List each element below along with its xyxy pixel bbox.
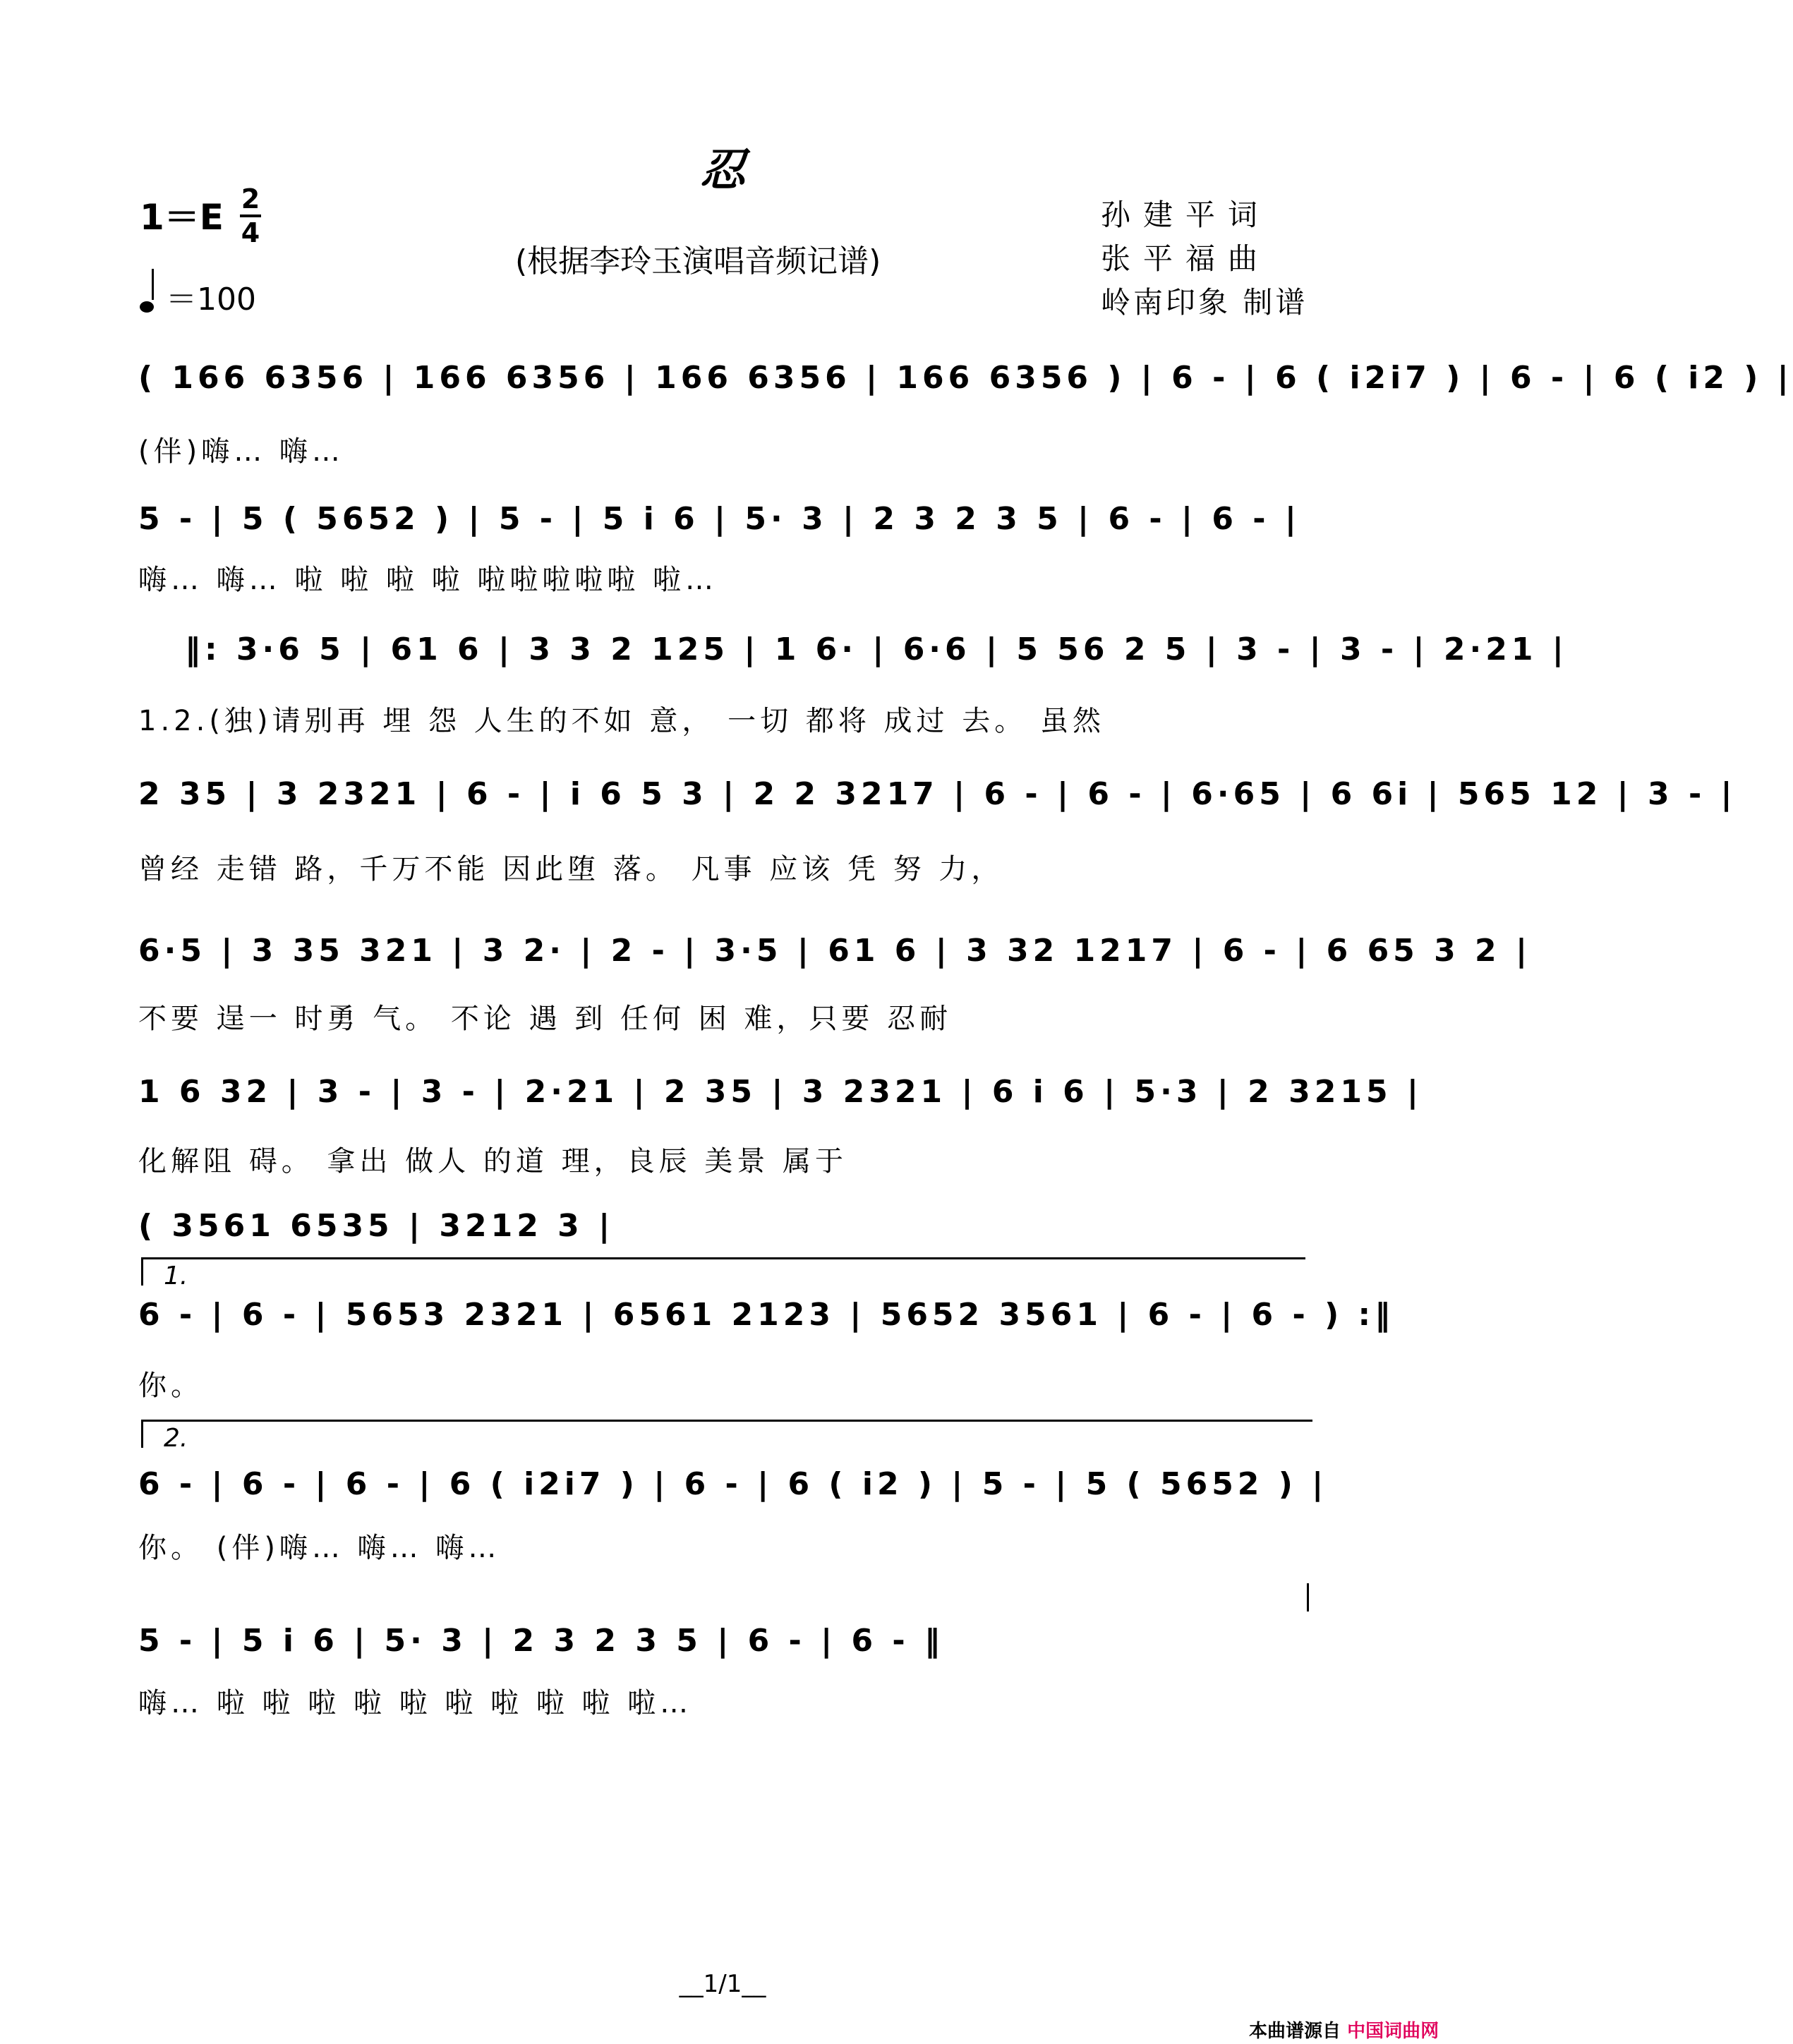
first-ending-label: 1. [164, 1262, 188, 1290]
tempo-marking [140, 274, 256, 319]
key-signature: 1＝E [140, 197, 224, 238]
time-numerator: 2 [241, 183, 260, 214]
system-2-notes: 5 - | 5 ( 5652 ) | 5 - | 5 i 6 | 5· 3 | 2 3 2 3 5 | 6 - | 6 - | [138, 501, 1300, 537]
subtitle: (根据李玲玉演唱音频记谱) [515, 243, 881, 279]
system-3-lyrics: 1.2.(独)请别再 埋 怨 人生的不如 意， 一切 都将 成过 去。 虽然 [138, 705, 1105, 737]
system-3-notes: ‖: 3·6 5 | 61 6 | 3 3 2 125 | 1 6· | 6·6 | 5 56 2 5 | 3 - | 3 - | 2·21 | [185, 631, 1568, 667]
system-9-lyrics: 你。 (伴)嗨… 嗨… 嗨… [138, 1532, 501, 1564]
system-10-lyrics: 嗨… 啦 啦 啦 啦 啦 啦 啦 啦 啦 啦… [138, 1687, 693, 1719]
source-credit [1249, 2016, 1439, 2043]
note-stem [152, 269, 154, 300]
system-1-lyrics: (伴)嗨… 嗨… [138, 435, 344, 468]
second-ending-label: 2. [164, 1424, 188, 1453]
system-2-lyrics: 嗨… 嗨… 啦 啦 啦 啦 啦啦啦啦啦 啦… [138, 564, 718, 596]
page-number: __1/1__ [679, 1970, 766, 1998]
system-5-lyrics: 不要 逞一 时勇 气。 不论 遇 到 任何 困 难，只要 忍耐 [138, 1003, 953, 1035]
system-7-notes: ( 3561 6535 | 3212 3 | [138, 1208, 615, 1244]
system-9-notes: 6 - | 6 - | 6 - | 6 ( i2i7 ) | 6 - | 6 ( i2 ) | 5 - | 5 ( 5652 ) | [138, 1466, 1328, 1502]
final-ending-tick [1307, 1583, 1309, 1611]
system-1-notes: ( 166 6356 | 166 6356 | 166 6356 | 166 6356 ) | 6 - | 6 ( i2i7 ) | 6 - | 6 ( i2 ) | [138, 360, 1793, 396]
time-signature [240, 185, 261, 247]
source-label: 本曲谱源自 [1249, 2021, 1341, 2042]
system-6-notes: 1 6 32 | 3 - | 3 - | 2·21 | 2 35 | 3 2321 | 6 i 6 | 5·3 | 2 3215 | [138, 1074, 1423, 1110]
first-ending-tick [141, 1257, 143, 1286]
first-ending-bracket [141, 1257, 1305, 1259]
system-5-notes: 6·5 | 3 35 321 | 3 2· | 2 - | 3·5 | 61 6 | 3 32 1217 | 6 - | 6 65 3 2 | [138, 933, 1532, 969]
second-ending-bracket [141, 1420, 1312, 1422]
quarter-note-icon [140, 301, 154, 313]
system-4-notes: 2 35 | 3 2321 | 6 - | i 6 5 3 | 2 2 3217 | 6 - | 6 - | 6·65 | 6 6i | 565 12 | 3 - | [138, 776, 1737, 812]
second-ending-tick [141, 1420, 143, 1448]
system-4-lyrics: 曾经 走错 路，千万不能 因此堕 落。 凡事 应该 凭 努 力， [138, 853, 1004, 885]
system-10-notes: 5 - | 5 i 6 | 5· 3 | 2 3 2 3 5 | 6 - | 6 - ‖ [138, 1623, 945, 1659]
system-8-lyrics: 你。 [138, 1369, 203, 1402]
source-site-link[interactable]: 中国词曲网 [1347, 2021, 1439, 2042]
system-6-lyrics: 化解阻 碍。 拿出 做人 的道 理，良辰 美景 属于 [138, 1145, 848, 1178]
song-title: 忍 [700, 144, 745, 197]
composer-credit: 张平福曲 [1101, 241, 1271, 276]
lyricist-credit: 孙建平词 [1101, 198, 1271, 232]
arranger-credit: 岭南印象 制谱 [1101, 285, 1308, 320]
system-8-notes: 6 - | 6 - | 5653 2321 | 6561 2123 | 5652 3561 | 6 - | 6 - ) :‖ [138, 1297, 1395, 1333]
tempo-value: ＝100 [166, 282, 256, 318]
time-denominator: 4 [241, 217, 260, 248]
